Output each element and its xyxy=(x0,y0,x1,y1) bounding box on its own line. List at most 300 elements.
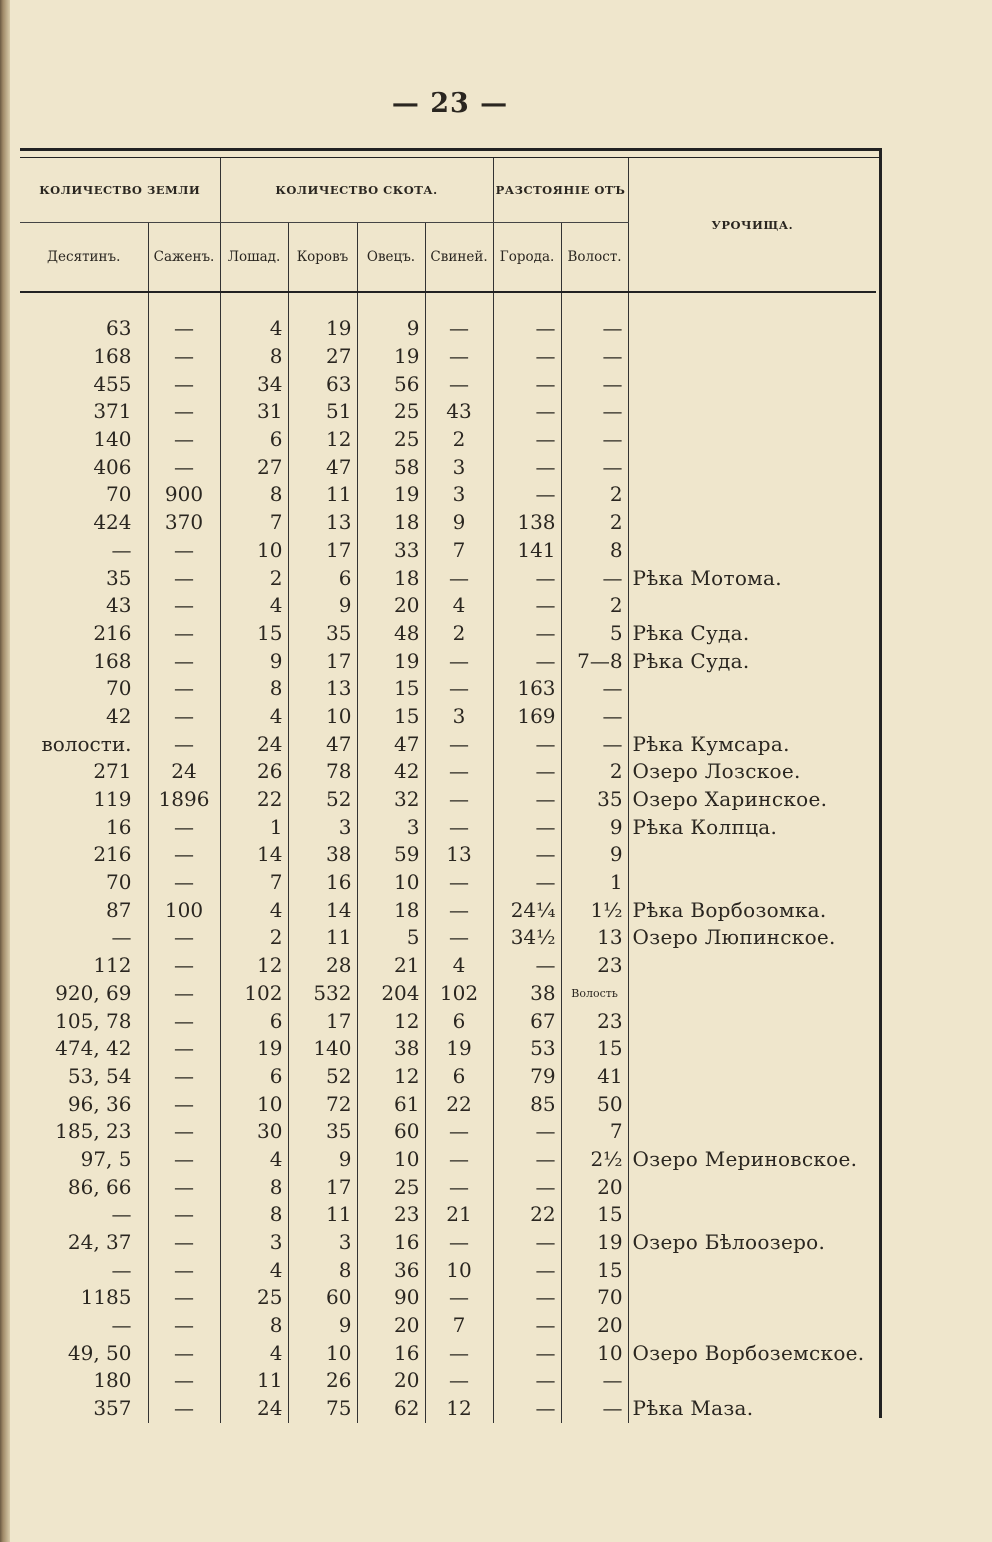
cell-tract xyxy=(628,370,876,398)
cell-sheep: 48 xyxy=(357,620,425,648)
cell-tract: Озеро Харинское. xyxy=(628,786,876,814)
cell-desyatin: 70 xyxy=(106,870,132,895)
cell-sheep: 23 xyxy=(357,1201,425,1229)
table-row xyxy=(20,980,876,1008)
page-edge xyxy=(0,0,10,1542)
cell-cows: 8 xyxy=(288,1256,357,1284)
cell-volost: 23 xyxy=(561,952,628,980)
cell-desyatin: 1185 xyxy=(80,1285,132,1310)
cell-volost: 7 xyxy=(561,1118,628,1146)
cell-desyatin: 87 xyxy=(106,897,132,922)
cell-sazhen: — xyxy=(148,813,220,841)
cell-volost: — xyxy=(561,1367,628,1395)
table-row xyxy=(20,675,876,703)
cell-pigs: — xyxy=(425,647,493,675)
cell-volost: 2½ xyxy=(561,1146,628,1174)
cell-horses: 2 xyxy=(220,924,288,952)
cell-tract xyxy=(628,509,876,537)
cell-horses: 34 xyxy=(220,370,288,398)
table-row xyxy=(20,1339,876,1367)
cell-tract: Рѣка Ворбозомка. xyxy=(628,896,876,924)
cell-pigs: 2 xyxy=(425,426,493,454)
cell-volost: 2 xyxy=(561,509,628,537)
cell-desyatin: 180 xyxy=(93,1368,132,1393)
cell-sheep: 36 xyxy=(357,1256,425,1284)
cell-pigs: 7 xyxy=(425,537,493,565)
table-row xyxy=(20,1395,876,1423)
cell-sheep: 38 xyxy=(357,1035,425,1063)
cell-town: 38 xyxy=(493,980,561,1008)
table-right-rule xyxy=(879,148,882,1418)
cell-pigs: — xyxy=(425,1146,493,1174)
cell-desyatin: 24, 37 xyxy=(67,1230,132,1255)
cell-sheep: 10 xyxy=(357,1146,425,1174)
table-row xyxy=(20,786,876,814)
table-row xyxy=(20,564,876,592)
cell-desyatin: 105, 78 xyxy=(55,1008,132,1033)
cell-town: — xyxy=(493,1284,561,1312)
cell-town: 169 xyxy=(493,703,561,731)
subheader-sazhen: Саженъ. xyxy=(148,223,220,293)
table-row xyxy=(20,1312,876,1340)
cell-desyatin: — xyxy=(111,1202,132,1227)
cell-horses: 27 xyxy=(220,453,288,481)
table-row xyxy=(20,1146,876,1174)
cell-pigs: — xyxy=(425,924,493,952)
cell-cows: 16 xyxy=(288,869,357,897)
cell-horses: 25 xyxy=(220,1284,288,1312)
table-row xyxy=(20,730,876,758)
cell-sheep: 19 xyxy=(357,647,425,675)
cell-tract xyxy=(628,1118,876,1146)
cell-sheep: 20 xyxy=(357,1367,425,1395)
cell-sheep: 25 xyxy=(357,1173,425,1201)
table-row xyxy=(20,1367,876,1395)
cell-desyatin: 185, 23 xyxy=(55,1119,132,1144)
cell-volost: — xyxy=(561,730,628,758)
cell-volost: 10 xyxy=(561,1339,628,1367)
cell-desyatin: 53, 54 xyxy=(67,1063,132,1088)
cell-sheep: 20 xyxy=(357,592,425,620)
cell-cows: 11 xyxy=(288,481,357,509)
cell-tract: Озеро Лозское. xyxy=(628,758,876,786)
cell-town: 34½ xyxy=(493,924,561,952)
cell-desyatin: 63 xyxy=(106,316,132,341)
cell-pigs: — xyxy=(425,1173,493,1201)
cell-tract xyxy=(628,1007,876,1035)
cell-cows: 9 xyxy=(288,1312,357,1340)
cell-cows: 19 xyxy=(288,315,357,343)
cell-horses: 31 xyxy=(220,398,288,426)
cell-sheep: 12 xyxy=(357,1063,425,1091)
cell-desyatin: волости. xyxy=(41,731,132,756)
table-row xyxy=(20,1256,876,1284)
cell-volost: — xyxy=(561,675,628,703)
cell-desyatin: 357 xyxy=(93,1396,132,1421)
cell-desyatin: 112 xyxy=(93,953,132,978)
cell-sheep: 15 xyxy=(357,675,425,703)
cell-sheep: 19 xyxy=(357,343,425,371)
table-row xyxy=(20,343,876,371)
cell-tract: Озеро Мериновское. xyxy=(628,1146,876,1174)
cell-volost: 2 xyxy=(561,481,628,509)
subheader-desyatin: Десятинъ. xyxy=(47,249,121,265)
cell-horses: 10 xyxy=(220,537,288,565)
cell-sheep: 47 xyxy=(357,730,425,758)
cell-volost: — xyxy=(561,453,628,481)
cell-desyatin: — xyxy=(111,1313,132,1338)
cell-sazhen: — xyxy=(148,370,220,398)
cell-tract xyxy=(628,453,876,481)
cell-cows: 26 xyxy=(288,1367,357,1395)
cell-desyatin: 406 xyxy=(93,454,132,479)
cell-horses: 6 xyxy=(220,426,288,454)
cell-sheep: 33 xyxy=(357,537,425,565)
cell-tract: Рѣка Суда. xyxy=(628,620,876,648)
cell-town: — xyxy=(493,453,561,481)
subheader-cows: Коровъ xyxy=(288,223,357,293)
cell-cows: 28 xyxy=(288,952,357,980)
cell-town: — xyxy=(493,952,561,980)
cell-tract xyxy=(628,1090,876,1118)
cell-sazhen: 900 xyxy=(148,481,220,509)
cell-town: — xyxy=(493,1395,561,1423)
table-row xyxy=(20,315,876,343)
cell-tract xyxy=(628,869,876,897)
cell-tract xyxy=(628,1173,876,1201)
cell-pigs: — xyxy=(425,1118,493,1146)
cell-tract xyxy=(628,343,876,371)
cell-horses: 8 xyxy=(220,1201,288,1229)
table-row xyxy=(20,592,876,620)
cell-town: — xyxy=(493,1339,561,1367)
cell-sheep: 25 xyxy=(357,426,425,454)
cell-horses: 3 xyxy=(220,1229,288,1257)
cell-town: — xyxy=(493,564,561,592)
cell-town: 138 xyxy=(493,509,561,537)
cell-horses: 24 xyxy=(220,730,288,758)
cell-tract xyxy=(628,703,876,731)
cell-sazhen: — xyxy=(148,647,220,675)
cell-cows: 35 xyxy=(288,1118,357,1146)
cell-sheep: 25 xyxy=(357,398,425,426)
table-row xyxy=(20,1173,876,1201)
cell-volost: 23 xyxy=(561,1007,628,1035)
cell-desyatin: 424 xyxy=(93,510,132,535)
table-row xyxy=(20,896,876,924)
cell-sazhen: — xyxy=(148,1146,220,1174)
cell-sazhen: 100 xyxy=(148,896,220,924)
cell-cows: 10 xyxy=(288,703,357,731)
cell-cows: 13 xyxy=(288,509,357,537)
cell-horses: 26 xyxy=(220,758,288,786)
cell-sazhen: — xyxy=(148,1090,220,1118)
table-row xyxy=(20,924,876,952)
cell-town: — xyxy=(493,1256,561,1284)
table-row xyxy=(20,1063,876,1091)
cell-sazhen: — xyxy=(148,924,220,952)
cell-town: — xyxy=(493,813,561,841)
cell-pigs: — xyxy=(425,1284,493,1312)
cell-volost: 41 xyxy=(561,1063,628,1091)
cell-volost: 19 xyxy=(561,1229,628,1257)
cell-pigs: 12 xyxy=(425,1395,493,1423)
table-row xyxy=(20,841,876,869)
cell-town: — xyxy=(493,647,561,675)
cell-town: — xyxy=(493,869,561,897)
cell-volost: — xyxy=(561,564,628,592)
cell-volost: 5 xyxy=(561,620,628,648)
cell-cows: 11 xyxy=(288,1201,357,1229)
cell-tract xyxy=(628,1367,876,1395)
cell-cows: 17 xyxy=(288,1007,357,1035)
cell-town: — xyxy=(493,1312,561,1340)
cell-town: — xyxy=(493,315,561,343)
cell-cows: 9 xyxy=(288,592,357,620)
table-row xyxy=(20,758,876,786)
cell-sazhen: — xyxy=(148,315,220,343)
cell-cows: 17 xyxy=(288,537,357,565)
cell-cows: 17 xyxy=(288,1173,357,1201)
cell-horses: 8 xyxy=(220,1312,288,1340)
cell-volost: — xyxy=(561,1395,628,1423)
cell-town: — xyxy=(493,343,561,371)
cell-town: — xyxy=(493,426,561,454)
cell-sheep: 19 xyxy=(357,481,425,509)
cell-sheep: 18 xyxy=(357,564,425,592)
cell-desyatin: 140 xyxy=(93,427,132,452)
cell-sheep: 12 xyxy=(357,1007,425,1035)
cell-pigs: 102 xyxy=(425,980,493,1008)
cell-sheep: 59 xyxy=(357,841,425,869)
cell-desyatin: 42 xyxy=(106,703,132,728)
cell-town: — xyxy=(493,786,561,814)
cell-desyatin: 97, 5 xyxy=(80,1146,132,1171)
table-row xyxy=(20,1284,876,1312)
cell-volost: 9 xyxy=(561,813,628,841)
subheader-horses: Лошад. xyxy=(220,223,288,293)
cell-pigs: — xyxy=(425,786,493,814)
cell-pigs: 43 xyxy=(425,398,493,426)
cell-town: — xyxy=(493,481,561,509)
cell-tract xyxy=(628,841,876,869)
cell-horses: 102 xyxy=(220,980,288,1008)
cell-sheep: 16 xyxy=(357,1229,425,1257)
cell-volost: — xyxy=(561,703,628,731)
cell-sazhen: — xyxy=(148,1201,220,1229)
cell-pigs: 21 xyxy=(425,1201,493,1229)
cell-cows: 27 xyxy=(288,343,357,371)
cell-horses: 19 xyxy=(220,1035,288,1063)
table-row xyxy=(20,1229,876,1257)
cell-horses: 30 xyxy=(220,1118,288,1146)
cell-pigs: 22 xyxy=(425,1090,493,1118)
cell-horses: 6 xyxy=(220,1007,288,1035)
cell-horses: 24 xyxy=(220,1395,288,1423)
cell-desyatin: 455 xyxy=(93,371,132,396)
cell-pigs: — xyxy=(425,315,493,343)
cell-town: — xyxy=(493,620,561,648)
cell-volost: 70 xyxy=(561,1284,628,1312)
table-row xyxy=(20,647,876,675)
cell-desyatin: 216 xyxy=(93,842,132,867)
cell-sheep: 3 xyxy=(357,813,425,841)
cell-tract: Озеро Люпинское. xyxy=(628,924,876,952)
cell-cows: 9 xyxy=(288,1146,357,1174)
cell-pigs: — xyxy=(425,370,493,398)
cell-desyatin: 70 xyxy=(106,676,132,701)
cell-horses: 1 xyxy=(220,813,288,841)
cell-town: — xyxy=(493,841,561,869)
cell-sheep: 60 xyxy=(357,1118,425,1146)
cell-desyatin: 49, 50 xyxy=(67,1340,132,1365)
cell-pigs: 6 xyxy=(425,1063,493,1091)
cell-sheep: 32 xyxy=(357,786,425,814)
cell-tract xyxy=(628,481,876,509)
table-row xyxy=(20,370,876,398)
cell-horses: 4 xyxy=(220,592,288,620)
cell-volost: 2 xyxy=(561,592,628,620)
table-row xyxy=(20,453,876,481)
cell-tract: Рѣка Суда. xyxy=(628,647,876,675)
cell-volost: — xyxy=(561,370,628,398)
cell-cows: 3 xyxy=(288,813,357,841)
cell-cows: 63 xyxy=(288,370,357,398)
cell-horses: 4 xyxy=(220,315,288,343)
cell-tract: Рѣка Кумсара. xyxy=(628,730,876,758)
cell-volost: 15 xyxy=(561,1256,628,1284)
cell-horses: 11 xyxy=(220,1367,288,1395)
cell-sheep: 61 xyxy=(357,1090,425,1118)
cell-tract xyxy=(628,1256,876,1284)
cell-sheep: 21 xyxy=(357,952,425,980)
cell-volost: 20 xyxy=(561,1312,628,1340)
cell-cows: 140 xyxy=(288,1035,357,1063)
table-row xyxy=(20,509,876,537)
cell-sheep: 9 xyxy=(357,315,425,343)
cell-sheep: 10 xyxy=(357,869,425,897)
table-row xyxy=(20,1118,876,1146)
cell-horses: 7 xyxy=(220,509,288,537)
cell-volost: 15 xyxy=(561,1035,628,1063)
cell-cows: 60 xyxy=(288,1284,357,1312)
cell-sazhen: — xyxy=(148,1339,220,1367)
cell-sazhen: — xyxy=(148,343,220,371)
cell-sazhen: — xyxy=(148,1395,220,1423)
cell-cows: 13 xyxy=(288,675,357,703)
page-number: — 23 — xyxy=(391,88,509,119)
cell-desyatin: — xyxy=(111,1257,132,1282)
cell-cows: 75 xyxy=(288,1395,357,1423)
cell-desyatin: 86, 66 xyxy=(67,1174,132,1199)
cell-pigs: 3 xyxy=(425,453,493,481)
cell-sazhen: — xyxy=(148,980,220,1008)
table-row xyxy=(20,426,876,454)
cell-sazhen: — xyxy=(148,398,220,426)
cell-pigs: — xyxy=(425,675,493,703)
cell-town: 22 xyxy=(493,1201,561,1229)
cell-sazhen: — xyxy=(148,869,220,897)
cell-desyatin: 96, 36 xyxy=(67,1091,132,1116)
cell-sazhen: — xyxy=(148,1035,220,1063)
cell-sazhen: — xyxy=(148,675,220,703)
cell-sazhen: — xyxy=(148,620,220,648)
cell-tract xyxy=(628,1063,876,1091)
cell-volost: — xyxy=(561,315,628,343)
cell-desyatin: 216 xyxy=(93,620,132,645)
cell-volost: 20 xyxy=(561,1173,628,1201)
cell-desyatin: 70 xyxy=(106,482,132,507)
cell-pigs: — xyxy=(425,564,493,592)
cell-desyatin: 43 xyxy=(106,593,132,618)
statistics-table xyxy=(20,158,876,1423)
cell-town: — xyxy=(493,758,561,786)
subheader-town: Города. xyxy=(493,223,561,293)
cell-volost: 13 xyxy=(561,924,628,952)
cell-volost: 7—8 xyxy=(561,647,628,675)
cell-sazhen: 24 xyxy=(148,758,220,786)
cell-pigs: — xyxy=(425,896,493,924)
cell-cows: 51 xyxy=(288,398,357,426)
table-row xyxy=(20,1090,876,1118)
cell-town: 85 xyxy=(493,1090,561,1118)
statistics-table-wrap xyxy=(20,148,876,1423)
cell-desyatin: 119 xyxy=(93,787,132,812)
cell-sheep: 18 xyxy=(357,509,425,537)
cell-sheep: 56 xyxy=(357,370,425,398)
cell-cows: 38 xyxy=(288,841,357,869)
cell-tract: Озеро Бѣлоозеро. xyxy=(628,1229,876,1257)
cell-horses: 4 xyxy=(220,703,288,731)
cell-cows: 52 xyxy=(288,786,357,814)
cell-sheep: 18 xyxy=(357,896,425,924)
cell-pigs: — xyxy=(425,758,493,786)
cell-cows: 532 xyxy=(288,980,357,1008)
cell-volost: — xyxy=(561,398,628,426)
cell-tract xyxy=(628,592,876,620)
cell-pigs: 7 xyxy=(425,1312,493,1340)
cell-horses: 8 xyxy=(220,1173,288,1201)
cell-pigs: 6 xyxy=(425,1007,493,1035)
cell-desyatin: — xyxy=(111,537,132,562)
cell-cows: 12 xyxy=(288,426,357,454)
cell-volost: — xyxy=(561,426,628,454)
cell-sazhen: — xyxy=(148,1173,220,1201)
cell-horses: 12 xyxy=(220,952,288,980)
cell-desyatin: 16 xyxy=(106,814,132,839)
cell-desyatin: — xyxy=(111,925,132,950)
table-row xyxy=(20,537,876,565)
cell-cows: 3 xyxy=(288,1229,357,1257)
cell-pigs: — xyxy=(425,343,493,371)
cell-town: — xyxy=(493,1146,561,1174)
cell-tract xyxy=(628,675,876,703)
cell-town: 141 xyxy=(493,537,561,565)
cell-sazhen: — xyxy=(148,1367,220,1395)
table-row xyxy=(20,1035,876,1063)
cell-volost: — xyxy=(561,343,628,371)
cell-sazhen: — xyxy=(148,1312,220,1340)
cell-desyatin: 168 xyxy=(93,648,132,673)
cell-sheep: 62 xyxy=(357,1395,425,1423)
cell-tract: Рѣка Мотома. xyxy=(628,564,876,592)
subheader-sheep: Овецъ. xyxy=(357,223,425,293)
cell-town: — xyxy=(493,1229,561,1257)
cell-cows: 72 xyxy=(288,1090,357,1118)
cell-pigs: — xyxy=(425,1229,493,1257)
cell-cows: 78 xyxy=(288,758,357,786)
cell-horses: 15 xyxy=(220,620,288,648)
